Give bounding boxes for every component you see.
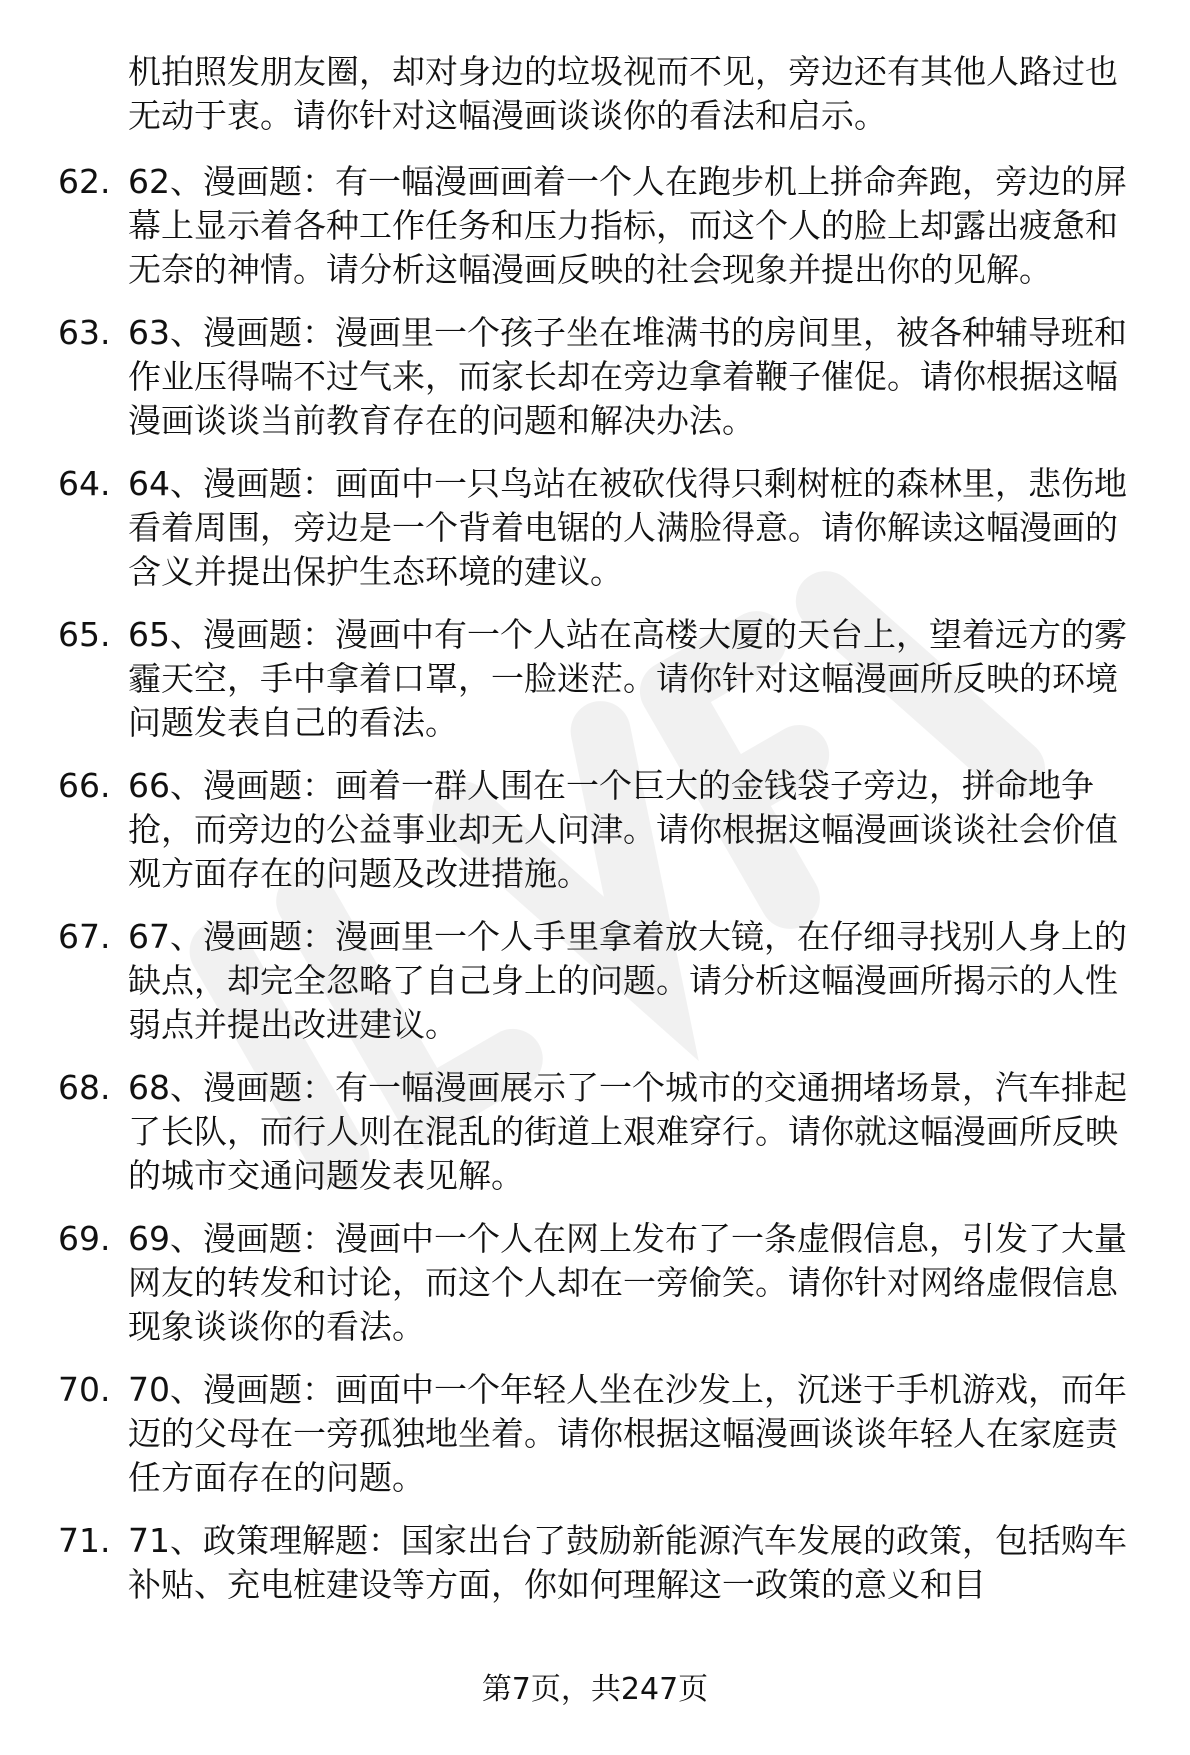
question-number: 64.	[58, 464, 111, 503]
question-text: 68、漫画题：有一幅漫画展示了一个城市的交通拥堵场景，汽车排起了长队，而行人则在混乱的街道上艰难穿行。请你就这幅漫画所反映的城市交通问题发表见解。	[128, 1068, 1127, 1195]
question-number: 63.	[58, 313, 111, 352]
list-item	[0, 160, 1190, 292]
list-item	[0, 1066, 1190, 1198]
list-item	[0, 915, 1190, 1047]
list-item	[0, 462, 1190, 594]
question-number: 69.	[58, 1219, 111, 1258]
question-number: 67.	[58, 917, 111, 956]
question-list	[0, 160, 1190, 1626]
list-item	[0, 1217, 1190, 1349]
question-text: 70、漫画题：画面中一个年轻人坐在沙发上，沉迷于手机游戏，而年迈的父母在一旁孤独地坐着。请你根据这幅漫画谈谈年轻人在家庭责任方面存在的问题。	[128, 1370, 1127, 1497]
question-number: 62.	[58, 162, 111, 201]
page-footer: 第7页，共247页	[481, 1672, 709, 1707]
question-text: 63、漫画题：漫画里一个孩子坐在堆满书的房间里，被各种辅导班和作业压得喘不过气来，而家长却在旁边拿着鞭子催促。请你根据这幅漫画谈谈当前教育存在的问题和解决办法。	[128, 313, 1127, 440]
question-text: 62、漫画题：有一幅漫画画着一个人在跑步机上拼命奔跑，旁边的屏幕上显示着各种工作任务和压力指标，而这个人的脸上却露出疲惫和无奈的神情。请分析这幅漫画反映的社会现象并提出你的见解。	[128, 162, 1127, 289]
question-text: 65、漫画题：漫画中有一个人站在高楼大厦的天台上，望着远方的雾霾天空，手中拿着口罩，一脸迷茫。请你针对这幅漫画所反映的环境问题发表自己的看法。	[128, 615, 1127, 742]
question-text: 67、漫画题：漫画里一个人手里拿着放大镜，在仔细寻找别人身上的缺点，却完全忽略了自己身上的问题。请分析这幅漫画所揭示的人性弱点并提出改进建议。	[128, 917, 1127, 1044]
question-number: 71.	[58, 1521, 111, 1560]
question-text: 64、漫画题：画面中一只鸟站在被砍伐得只剩树桩的森林里，悲伤地看着周围，旁边是一个背着电锯的人满脸得意。请你解读这幅漫画的含义并提出保护生态环境的建议。	[128, 464, 1127, 591]
question-number: 68.	[58, 1068, 111, 1107]
question-number: 70.	[58, 1370, 111, 1409]
list-item	[0, 1519, 1190, 1607]
list-item	[0, 311, 1190, 443]
question-text: 69、漫画题：漫画中一个人在网上发布了一条虚假信息，引发了大量网友的转发和讨论，而这个人却在一旁偷笑。请你针对网络虚假信息现象谈谈你的看法。	[128, 1219, 1127, 1346]
question-text: 66、漫画题：画着一群人围在一个巨大的金钱袋子旁边，拼命地争抢，而旁边的公益事业却无人问津。请你根据这幅漫画谈谈社会价值观方面存在的问题及改进措施。	[128, 766, 1118, 893]
question-number: 65.	[58, 615, 111, 654]
list-item	[0, 764, 1190, 896]
question-text: 71、政策理解题：国家出台了鼓励新能源汽车发展的政策，包括购车补贴、充电桩建设等方面，你如何理解这一政策的意义和目	[128, 1521, 1127, 1604]
question-number: 66.	[58, 766, 111, 805]
continuation-paragraph: 机拍照发朋友圈，却对身边的垃圾视而不见，旁边还有其他人路过也无动于衷。请你针对这幅漫画谈谈你的看法和启示。	[128, 52, 1118, 135]
list-item	[0, 1368, 1190, 1500]
list-item	[0, 613, 1190, 745]
